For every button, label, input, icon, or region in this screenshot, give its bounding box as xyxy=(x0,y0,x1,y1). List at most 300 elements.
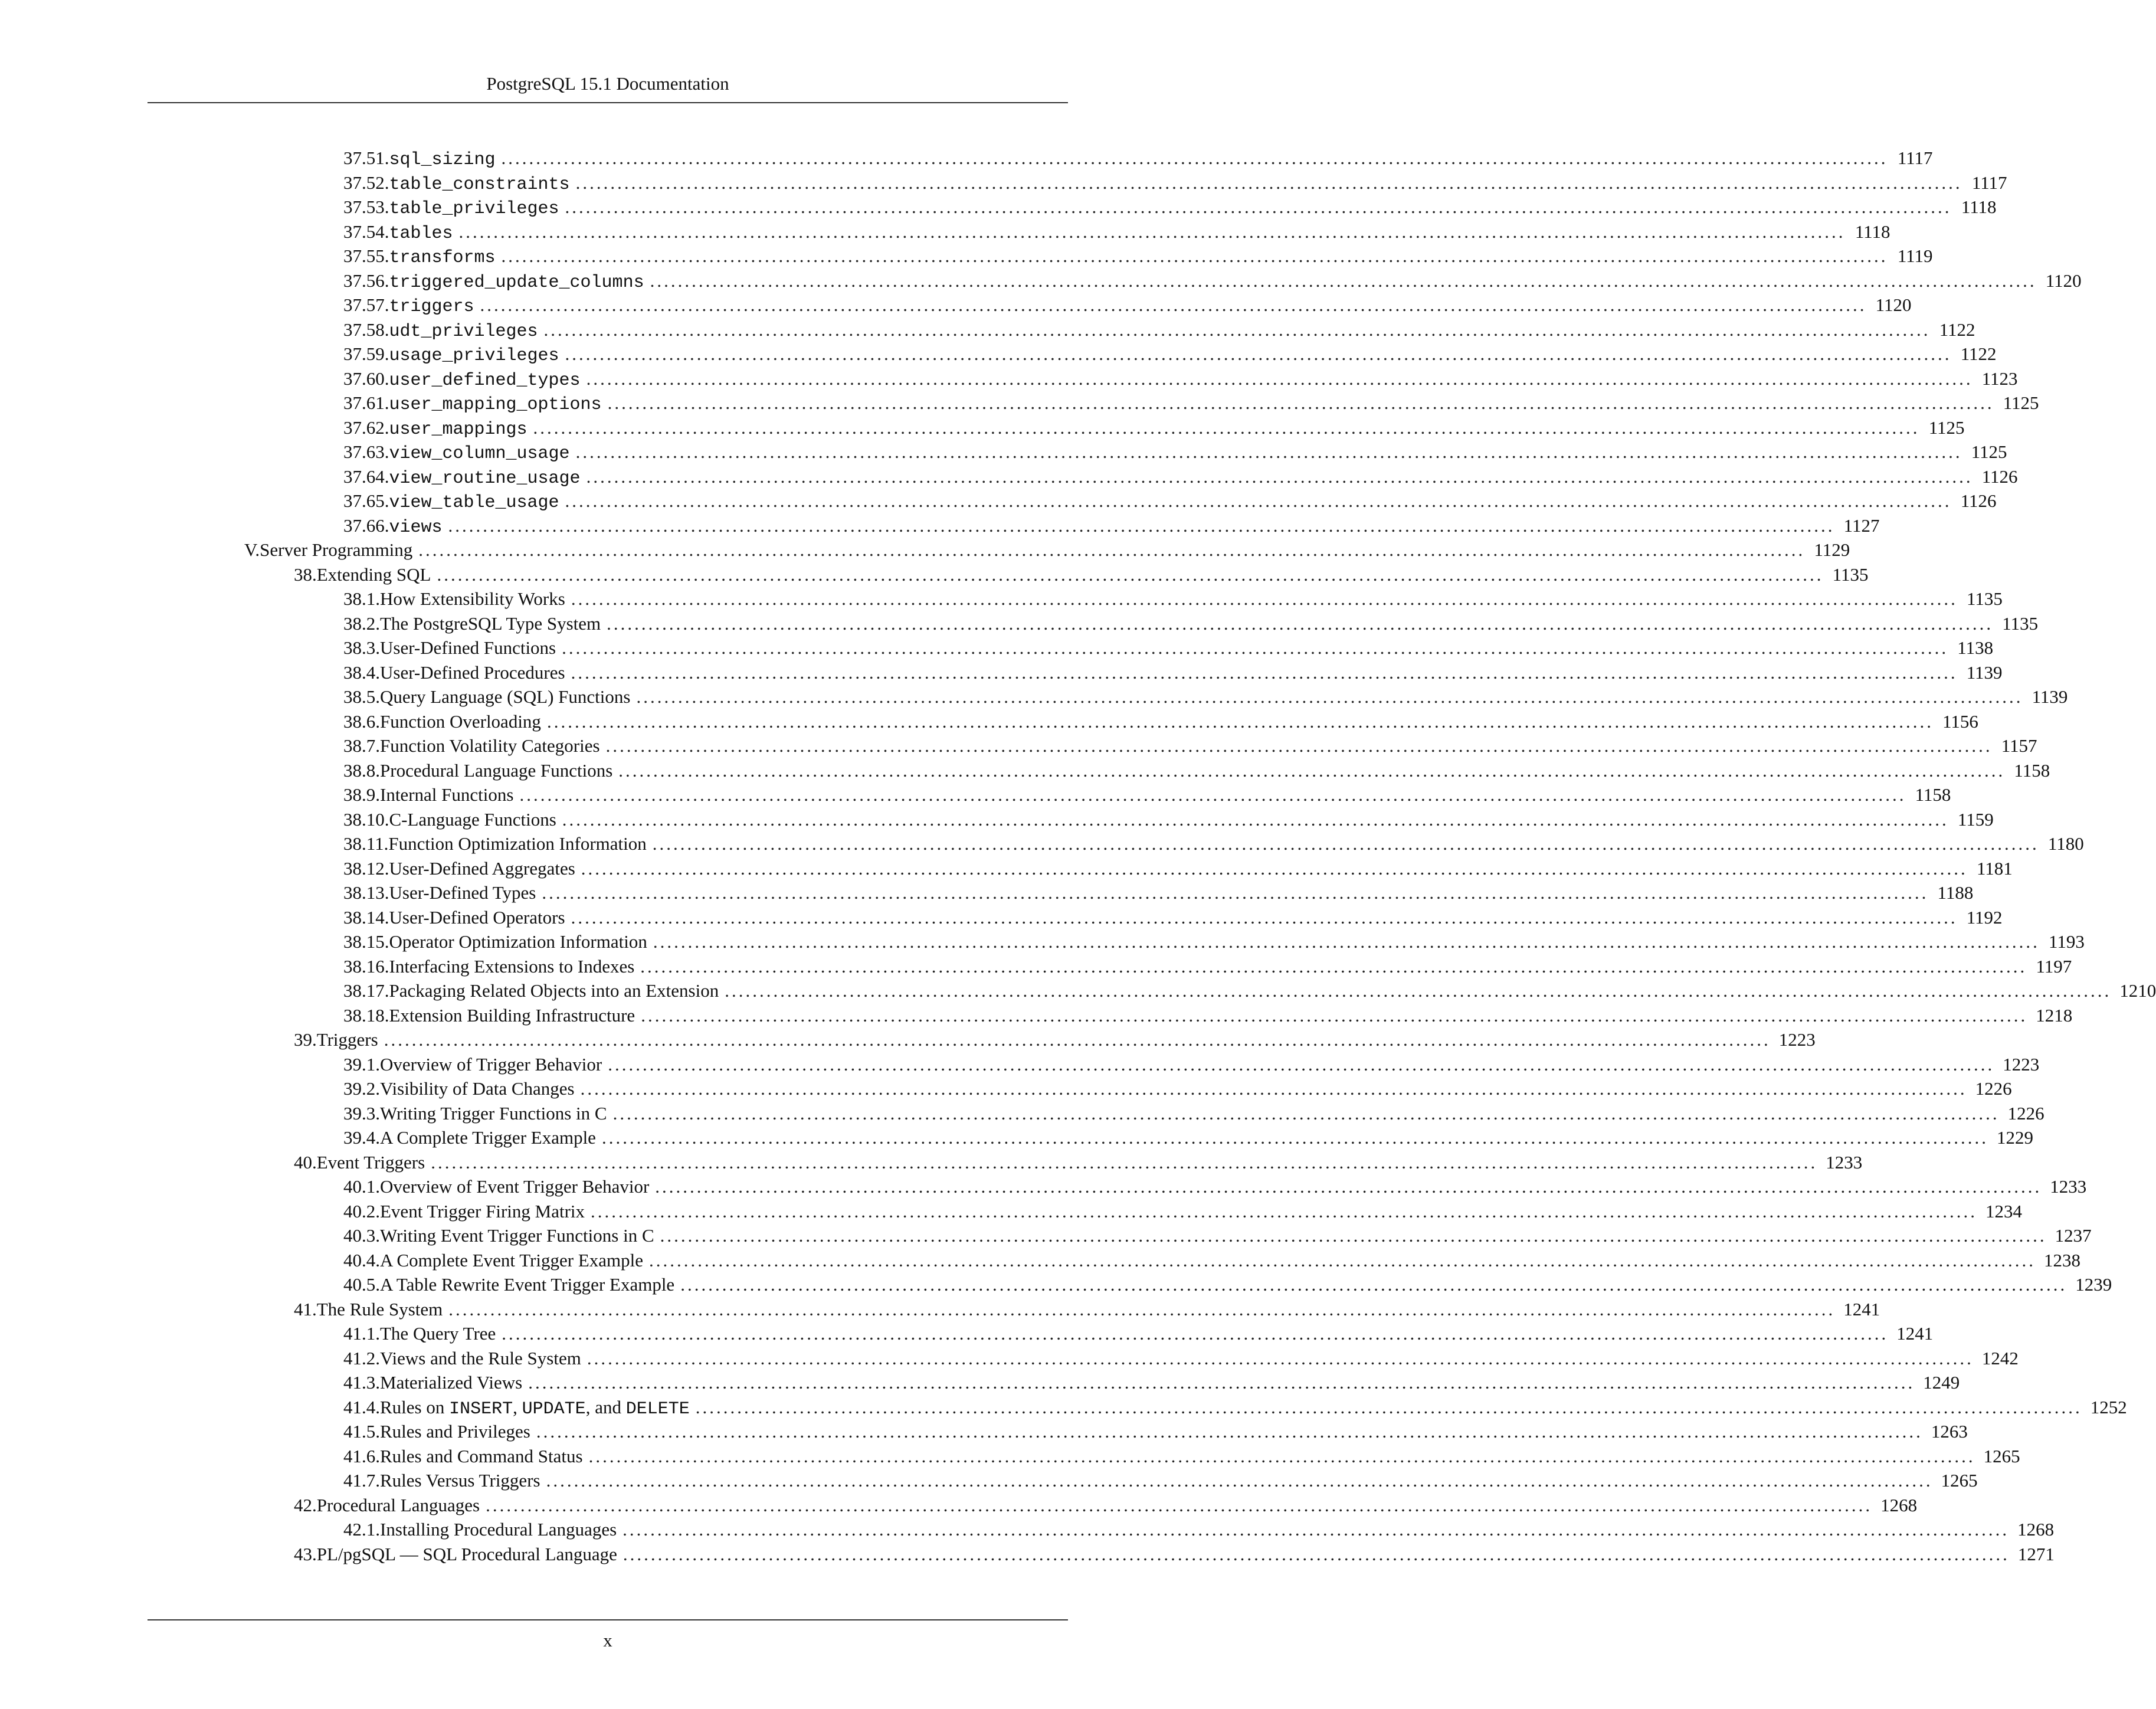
toc-entry-text: Writing Event Trigger Functions in C xyxy=(380,1225,654,1246)
toc-dot-leader: ........................................................................................................................................................................................................ xyxy=(543,319,1931,340)
page-header: PostgreSQL 15.1 Documentation xyxy=(486,73,729,94)
toc-entry-page: 1226 xyxy=(1975,1078,2012,1099)
toc-entry[interactable] xyxy=(343,685,2068,709)
toc-entry-number: 37.52. xyxy=(343,172,389,193)
toc-entry-number: 38.14. xyxy=(343,906,389,928)
toc-entry-number: 40.3. xyxy=(343,1225,380,1246)
toc-dot-leader: ........................................................................................................................................................................................................ xyxy=(588,1445,1975,1466)
toc-dot-leader: ........................................................................................................................................................................................................ xyxy=(575,172,1962,193)
toc-dot-leader: ........................................................................................................................................................................................................ xyxy=(607,613,1994,634)
toc-entry[interactable] xyxy=(343,1272,2112,1297)
toc-entry-text: PL/pgSQL — SQL Procedural Language xyxy=(316,1543,617,1564)
toc-dot-leader: ........................................................................................................................................................................................................ xyxy=(546,1470,1933,1491)
toc-entry-page: 1239 xyxy=(2075,1274,2112,1295)
toc-entry[interactable] xyxy=(343,978,2156,1003)
toc-dot-leader: ........................................................................................................................................................................................................ xyxy=(448,1298,1836,1320)
toc-entry-page: 1210 xyxy=(2119,980,2156,1001)
toc-entry[interactable] xyxy=(343,905,2003,930)
toc-entry-title xyxy=(389,464,581,491)
toc-dot-leader: ........................................................................................................................................................................................................ xyxy=(618,759,2006,781)
toc-entry-title xyxy=(380,1199,585,1224)
toc-entry[interactable] xyxy=(343,660,2003,685)
toc-entry-page: 1138 xyxy=(1957,637,1994,658)
toc-entry-text: User-Defined Aggregates xyxy=(389,857,575,879)
toc-entry-number: 37.65. xyxy=(343,490,389,511)
toc-entry-page: 1125 xyxy=(1928,417,1965,438)
toc-entry-page: 1268 xyxy=(1880,1494,1918,1515)
toc-entry[interactable] xyxy=(343,1199,2023,1224)
toc-dot-leader: ........................................................................................................................................................................................................ xyxy=(640,955,2027,977)
toc-entry-number: 41.4. xyxy=(343,1396,380,1417)
toc-entry[interactable] xyxy=(343,611,2039,636)
toc-entry-page: 1117 xyxy=(1897,148,1933,168)
toc-entry-title xyxy=(389,195,559,221)
toc-entry-number: 41.3. xyxy=(343,1372,380,1393)
toc-entry[interactable] xyxy=(343,317,1975,342)
toc-entry[interactable] xyxy=(343,734,2037,758)
toc-entry-page: 1118 xyxy=(1961,197,1997,217)
toc-entry-number: 38.13. xyxy=(343,882,389,903)
toc-entry-number: 37.58. xyxy=(343,319,389,340)
toc-dot-leader: ........................................................................................................................................................................................................ xyxy=(622,1543,2010,1564)
toc-entry-text: Rules and Privileges xyxy=(380,1421,530,1442)
toc-dot-leader: ........................................................................................................................................................................................................ xyxy=(608,1053,1995,1075)
toc-entry[interactable] xyxy=(343,587,2003,611)
toc-entry-number: 37.57. xyxy=(343,294,389,315)
toc-entry[interactable] xyxy=(343,880,1974,905)
toc-entry-page: 1223 xyxy=(2003,1053,2040,1075)
toc-entry-title xyxy=(260,538,412,562)
toc-entry-number: 41.5. xyxy=(343,1421,380,1442)
toc-entry-number: 41.2. xyxy=(343,1347,380,1368)
toc-entry-number: 37.61. xyxy=(343,392,389,413)
toc-entry-number: 38.18. xyxy=(343,1004,389,1026)
toc-entry[interactable] xyxy=(343,513,1880,538)
toc-entry-title xyxy=(317,1542,617,1567)
toc-entry-page: 1135 xyxy=(1966,588,2003,609)
toc-entry-text: User-Defined Operators xyxy=(389,906,565,928)
toc-entry-text: A Complete Event Trigger Example xyxy=(380,1249,644,1271)
toc-dot-leader: ........................................................................................................................................................................................................ xyxy=(562,637,1949,658)
toc-entry-title xyxy=(317,562,431,587)
toc-entry-page: 1135 xyxy=(2002,613,2039,634)
toc-entry[interactable] xyxy=(294,1542,2055,1567)
toc-entry[interactable] xyxy=(343,1174,2087,1199)
toc-entry-title xyxy=(380,1419,530,1444)
toc-dot-leader: ........................................................................................................................................................................................................ xyxy=(649,1249,2036,1271)
toc-entry[interactable] xyxy=(343,1419,1968,1444)
toc-entry-number: V. xyxy=(244,539,260,560)
toc-entry-text: Server Programming xyxy=(260,539,413,560)
toc-entry-title xyxy=(380,1223,654,1248)
toc-entry[interactable] xyxy=(343,293,1912,317)
toc-entry-page: 1127 xyxy=(1843,515,1880,536)
toc-entry-title xyxy=(380,685,630,709)
toc-entry[interactable] xyxy=(343,489,1997,513)
toc-dot-leader: ........................................................................................................................................................................................................ xyxy=(384,1029,1771,1050)
toc-entry-title xyxy=(380,1346,581,1371)
toc-entry[interactable] xyxy=(343,366,2018,391)
toc-entry-title xyxy=(380,758,612,783)
toc-entry[interactable] xyxy=(343,1395,2127,1420)
toc-entry-page: 1158 xyxy=(1915,784,1951,805)
toc-entry[interactable] xyxy=(343,391,2039,415)
toc-entry[interactable] xyxy=(294,1297,1880,1322)
toc-entry-number: 38. xyxy=(294,564,317,585)
toc-entry-number: 38.16. xyxy=(343,955,389,977)
toc-entry-number: 39.3. xyxy=(343,1102,380,1124)
toc-dot-leader: ........................................................................................................................................................................................................ xyxy=(622,1519,2010,1540)
toc-entry-page: 1180 xyxy=(2047,833,2084,854)
toc-dot-leader: ........................................................................................................................................................................................................ xyxy=(519,784,1906,805)
toc-entry-number: 42.1. xyxy=(343,1519,380,1540)
toc-entry-page: 1234 xyxy=(1985,1200,2023,1222)
toc-entry-number: 39. xyxy=(294,1029,317,1050)
toc-entry-number: 38.2. xyxy=(343,613,380,634)
toc-entry-page: 1233 xyxy=(2050,1176,2087,1197)
toc-entry-text: User-Defined Functions xyxy=(380,637,556,658)
toc-entry-code: transforms xyxy=(389,248,496,268)
toc-dot-leader: ........................................................................................................................................................................................................ xyxy=(501,245,1888,266)
toc-entry-number: 37.66. xyxy=(343,515,389,536)
toc-entry[interactable] xyxy=(343,1101,2044,1126)
toc-entry-text: Rules Versus Triggers xyxy=(380,1470,540,1491)
toc-entry-title xyxy=(380,1321,496,1346)
toc-entry-title xyxy=(317,1493,480,1518)
toc-entry-title xyxy=(389,513,443,540)
toc-entry-page: 1139 xyxy=(2032,686,2068,707)
toc-entry-number: 37.59. xyxy=(343,343,389,364)
toc-dot-leader: ........................................................................................................................................................................................................ xyxy=(636,686,2023,707)
toc-entry[interactable] xyxy=(343,269,2082,293)
toc-entry-text: Function Volatility Categories xyxy=(380,735,600,756)
toc-entry[interactable] xyxy=(294,562,1869,587)
toc-entry-text: Materialized Views xyxy=(380,1372,523,1393)
toc-entry[interactable] xyxy=(343,1076,2012,1101)
toc-entry[interactable] xyxy=(343,1468,1978,1493)
toc-entry[interactable] xyxy=(343,807,1994,832)
toc-entry-title xyxy=(380,660,565,685)
toc-entry-text: , and xyxy=(585,1396,626,1417)
toc-entry-title xyxy=(389,342,559,368)
toc-entry[interactable] xyxy=(294,1493,1918,1518)
toc-entry-number: 37.53. xyxy=(343,197,389,217)
toc-entry-title xyxy=(380,734,600,758)
toc-dot-leader: ........................................................................................................................................................................................................ xyxy=(565,197,1952,217)
toc-entry-page: 1126 xyxy=(1960,490,1997,511)
toc-entry-text: Packaging Related Objects into an Extension xyxy=(389,980,719,1001)
toc-dot-leader: ........................................................................................................................................................................................................ xyxy=(431,1151,1818,1173)
toc-entry-text: , xyxy=(513,1396,522,1417)
toc-entry-text: Event Triggers xyxy=(316,1151,425,1173)
toc-entry-title xyxy=(389,807,556,832)
toc-entry-page: 1188 xyxy=(1937,882,1974,903)
toc-entry[interactable] xyxy=(343,146,1933,171)
toc-entry-text: The Rule System xyxy=(316,1298,443,1320)
toc-entry-page: 1241 xyxy=(1843,1298,1880,1320)
toc-entry-number: 37.54. xyxy=(343,221,389,242)
toc-entry-code: triggers xyxy=(389,297,474,317)
toc-entry-page: 1157 xyxy=(2001,735,2037,756)
toc-entry-code: view_routine_usage xyxy=(389,468,581,489)
toc-entry-page: 1192 xyxy=(1966,906,2003,928)
toc-entry-number: 38.15. xyxy=(343,931,389,952)
toc-entry-page: 1249 xyxy=(1923,1372,1960,1393)
toc-entry-title xyxy=(380,1272,674,1297)
toc-entry-text: A Complete Trigger Example xyxy=(380,1127,596,1148)
toc-entry-code: sql_sizing xyxy=(389,150,496,170)
toc-entry-number: 41.7. xyxy=(343,1470,380,1491)
toc-dot-leader: ........................................................................................................................................................................................................ xyxy=(586,466,1973,487)
toc-dot-leader: ........................................................................................................................................................................................................ xyxy=(571,662,1958,683)
toc-entry-title xyxy=(380,1076,575,1101)
toc-entry-page: 1139 xyxy=(1966,662,2003,683)
toc-entry-page: 1263 xyxy=(1931,1421,1968,1442)
toc-entry-text: Internal Functions xyxy=(380,784,514,805)
toc-entry-title xyxy=(317,1297,443,1322)
toc-entry-title xyxy=(389,293,474,319)
toc-entry-text: Rules on xyxy=(380,1396,450,1417)
toc-entry-title xyxy=(380,587,565,611)
toc-entry-text: Procedural Languages xyxy=(316,1494,480,1515)
toc-entry-number: 37.62. xyxy=(343,417,389,438)
toc-dot-leader: ........................................................................................................................................................................................................ xyxy=(612,1102,2000,1124)
toc-entry[interactable] xyxy=(343,831,2084,856)
toc-entry-page: 1122 xyxy=(1939,319,1975,340)
toc-entry[interactable] xyxy=(343,1003,2073,1028)
toc-entry-title xyxy=(389,366,581,393)
toc-dot-leader: ........................................................................................................................................................................................................ xyxy=(528,1372,1915,1393)
toc-entry-code: user_mappings xyxy=(389,419,527,440)
toc-dot-leader: ........................................................................................................................................................................................................ xyxy=(501,148,1888,168)
toc-entry-title xyxy=(388,831,646,856)
toc-dot-leader: ........................................................................................................................................................................................................ xyxy=(448,515,1835,536)
toc-entry-page: 1193 xyxy=(2048,931,2085,952)
toc-entry-title xyxy=(380,636,556,660)
toc-entry[interactable] xyxy=(343,1052,2040,1077)
toc-entry-code: views xyxy=(389,517,443,538)
toc-dot-leader: ........................................................................................................................................................................................................ xyxy=(565,343,1952,364)
toc-dot-leader: ........................................................................................................................................................................................................ xyxy=(581,857,1968,879)
toc-entry-page: 1125 xyxy=(1971,441,2007,462)
toc-entry-number: 37.56. xyxy=(343,270,389,291)
toc-entry-text: User-Defined Procedures xyxy=(380,662,565,683)
toc-entry-number: 40.5. xyxy=(343,1274,380,1295)
toc-entry-page: 1125 xyxy=(2003,392,2039,413)
toc-entry[interactable] xyxy=(343,636,1994,660)
toc-dot-leader: ........................................................................................................................................................................................................ xyxy=(418,539,1806,560)
toc-entry-title xyxy=(389,269,644,295)
toc-entry-code: table_privileges xyxy=(389,199,559,219)
toc-entry-page: 1229 xyxy=(1996,1127,2033,1148)
toc-entry-number: 37.60. xyxy=(343,368,389,389)
toc-entry-title xyxy=(389,1003,635,1028)
toc-entry-number: 37.51. xyxy=(343,148,389,168)
toc-entry-page: 1159 xyxy=(1957,808,1994,830)
toc-dot-leader: ........................................................................................................................................................................................................ xyxy=(641,1004,2028,1026)
toc-entry-code: UPDATE xyxy=(522,1399,586,1419)
toc-entry-title xyxy=(389,880,536,905)
toc-entry-page: 1241 xyxy=(1896,1323,1934,1344)
toc-entry-number: 38.10. xyxy=(343,808,389,830)
toc-entry-code: table_constraints xyxy=(389,174,570,195)
toc-entry[interactable] xyxy=(343,709,1978,734)
toc-entry-number: 43. xyxy=(294,1543,317,1564)
toc-entry-text: Rules and Command Status xyxy=(380,1445,583,1466)
toc-entry-text: Extension Building Infrastructure xyxy=(389,1004,635,1026)
toc-entry-text: The Query Tree xyxy=(380,1323,496,1344)
toc-entry-title xyxy=(389,856,575,881)
toc-entry-number: 39.4. xyxy=(343,1127,380,1148)
toc-entry-title xyxy=(380,611,601,636)
toc-entry-title xyxy=(389,415,527,442)
toc-entry[interactable] xyxy=(343,1125,2033,1150)
toc-entry-text: Views and the Rule System xyxy=(380,1347,581,1368)
toc-entry-title xyxy=(380,1101,607,1126)
toc-entry-text: Overview of Event Trigger Behavior xyxy=(380,1176,650,1197)
toc-entry-title xyxy=(389,317,538,344)
toc-entry[interactable] xyxy=(343,171,2007,195)
toc-dot-leader: ........................................................................................................................................................................................................ xyxy=(565,490,1952,511)
toc-entry-page: 1126 xyxy=(1981,466,2018,487)
toc-entry-number: 38.9. xyxy=(343,784,380,805)
toc-entry-text: Event Trigger Firing Matrix xyxy=(380,1200,585,1222)
toc-entry-number: 37.63. xyxy=(343,441,389,462)
toc-entry-title xyxy=(380,1248,643,1273)
toc-entry-page: 1197 xyxy=(2036,955,2072,977)
toc-entry-title xyxy=(380,1468,540,1493)
toc-entry-title xyxy=(380,1444,583,1469)
toc-entry-number: 38.4. xyxy=(343,662,380,683)
toc-dot-leader: ........................................................................................................................................................................................................ xyxy=(660,1225,2047,1246)
toc-entry[interactable] xyxy=(343,1321,1934,1346)
toc-entry-text: Operator Optimization Information xyxy=(389,931,647,952)
toc-entry-code: INSERT xyxy=(449,1399,513,1419)
toc-entry[interactable] xyxy=(343,440,2007,464)
toc-entry-code: user_defined_types xyxy=(389,370,581,391)
toc-entry[interactable] xyxy=(343,1346,2019,1371)
toc-entry[interactable] xyxy=(343,929,2085,954)
page-number: x xyxy=(603,1630,612,1651)
toc-entry-text: Extending SQL xyxy=(316,564,431,585)
toc-entry-title xyxy=(389,146,496,172)
toc-entry-number: 41.6. xyxy=(343,1445,380,1466)
toc-entry-text: Triggers xyxy=(316,1029,378,1050)
toc-entry[interactable] xyxy=(294,1027,1816,1052)
toc-dot-leader: ........................................................................................................................................................................................................ xyxy=(571,906,1958,928)
toc-entry-page: 1265 xyxy=(1983,1445,2020,1466)
toc-entry-page: 1242 xyxy=(1981,1347,2019,1368)
toc-entry-title xyxy=(389,244,496,270)
toc-entry-title xyxy=(380,1174,649,1199)
toc-entry-page: 1252 xyxy=(2090,1396,2127,1417)
toc-entry-page: 1218 xyxy=(2036,1004,2073,1026)
toc-entry[interactable] xyxy=(343,195,1997,220)
toc-entry-text: Overview of Trigger Behavior xyxy=(380,1053,602,1075)
toc-entry[interactable] xyxy=(343,1223,2092,1248)
toc-dot-leader: ........................................................................................................................................................................................................ xyxy=(536,1421,1923,1442)
toc-entry-text: C-Language Functions xyxy=(389,808,556,830)
toc-entry-number: 38.6. xyxy=(343,711,380,732)
toc-dot-leader: ........................................................................................................................................................................................................ xyxy=(586,1347,1974,1368)
toc-entry-text: Function Overloading xyxy=(380,711,541,732)
toc-entry[interactable] xyxy=(343,464,2018,489)
toc-entry-page: 1265 xyxy=(1941,1470,1978,1491)
toc-entry-title xyxy=(317,1150,425,1175)
toc-entry-page: 1233 xyxy=(1826,1151,1863,1173)
toc-entry-text: Writing Trigger Functions in C xyxy=(380,1102,607,1124)
toc-entry-number: 40.1. xyxy=(343,1176,380,1197)
toc-entry-text: Function Optimization Information xyxy=(388,833,647,854)
toc-entry[interactable] xyxy=(244,538,1850,562)
toc-entry-title xyxy=(380,783,513,807)
toc-entry-number: 38.5. xyxy=(343,686,380,707)
toc-entry[interactable] xyxy=(343,415,1965,440)
toc-entry[interactable] xyxy=(343,1248,2081,1273)
toc-entry-text: The PostgreSQL Type System xyxy=(380,613,601,634)
toc-entry[interactable] xyxy=(343,342,1997,366)
toc-entry[interactable] xyxy=(343,758,2050,783)
toc-entry-page: 1223 xyxy=(1778,1029,1816,1050)
toc-entry-number: 37.55. xyxy=(343,245,389,266)
toc-entry[interactable] xyxy=(343,1444,2020,1469)
toc-dot-leader: ........................................................................................................................................................................................................ xyxy=(601,1127,1988,1148)
toc-entry-number: 40. xyxy=(294,1151,317,1173)
toc-dot-leader: ........................................................................................................................................................................................................ xyxy=(605,735,1993,756)
toc-entry-number: 38.12. xyxy=(343,857,389,879)
toc-dot-leader: ........................................................................................................................................................................................................ xyxy=(502,1323,1889,1344)
toc-entry-number: 40.4. xyxy=(343,1249,380,1271)
toc-entry[interactable] xyxy=(343,1370,1960,1395)
toc-entry-page: 1226 xyxy=(2007,1102,2044,1124)
toc-dot-leader: ........................................................................................................................................................................................................ xyxy=(542,882,1929,903)
toc-entry-page: 1117 xyxy=(1971,172,2007,193)
toc-entry[interactable] xyxy=(343,856,2013,881)
toc-dot-leader: ........................................................................................................................................................................................................ xyxy=(458,221,1846,242)
toc-dot-leader: ........................................................................................................................................................................................................ xyxy=(580,1078,1967,1099)
toc-entry-number: 38.11. xyxy=(343,833,389,854)
toc-entry[interactable] xyxy=(343,783,1951,807)
toc-entry[interactable] xyxy=(343,244,1933,269)
toc-entry-title xyxy=(389,954,635,979)
toc-entry-page: 1268 xyxy=(2017,1519,2055,1540)
toc-entry-page: 1123 xyxy=(1981,368,2018,389)
toc-entry-page: 1122 xyxy=(1960,343,1997,364)
toc-entry[interactable] xyxy=(343,954,2072,979)
toc-entry-page: 1158 xyxy=(2014,759,2050,781)
toc-entry-text: Visibility of Data Changes xyxy=(380,1078,575,1099)
toc-entry-page: 1120 xyxy=(2045,270,2082,291)
toc-entry-page: 1181 xyxy=(1976,857,2013,879)
toc-entry-text: How Extensibility Works xyxy=(380,588,565,609)
toc-entry-text: Procedural Language Functions xyxy=(380,759,613,781)
toc-entry-page: 1118 xyxy=(1854,221,1890,242)
toc-entry-title xyxy=(389,489,559,515)
toc-dot-leader: ........................................................................................................................................................................................................ xyxy=(437,564,1824,585)
header-rule xyxy=(148,102,1068,103)
toc-entry[interactable] xyxy=(343,1517,2055,1542)
toc-entry[interactable] xyxy=(343,220,1890,244)
toc-entry[interactable] xyxy=(294,1150,1863,1175)
toc-entry-number: 38.3. xyxy=(343,637,380,658)
toc-entry-title xyxy=(389,220,453,246)
toc-dot-leader: ........................................................................................................................................................................................................ xyxy=(680,1274,2067,1295)
toc-entry-code: view_column_usage xyxy=(389,444,570,464)
toc-dot-leader: ........................................................................................................................................................................................................ xyxy=(480,294,1867,315)
toc-entry-number: 41.1. xyxy=(343,1323,380,1344)
toc-dot-leader: ........................................................................................................................................................................................................ xyxy=(607,392,1994,413)
toc-dot-leader: ........................................................................................................................................................................................................ xyxy=(650,270,2037,291)
